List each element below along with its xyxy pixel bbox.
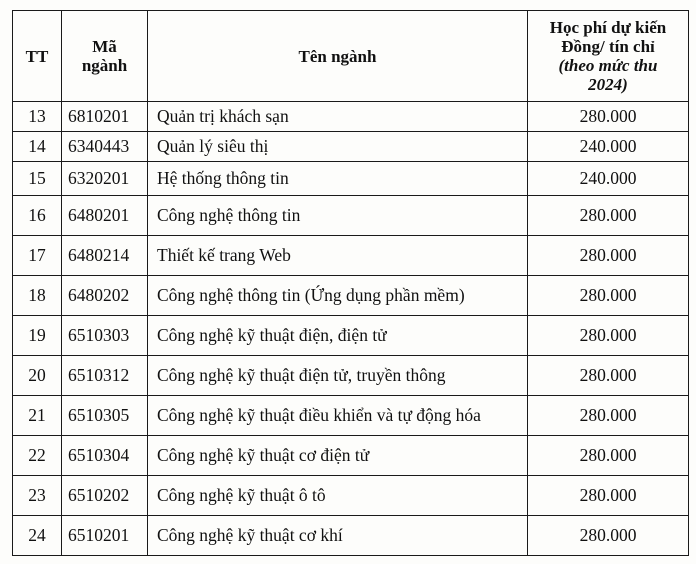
row-name: Công nghệ thông tin (Ứng dụng phần mềm): [148, 276, 528, 316]
row-code: 6480201: [62, 196, 148, 236]
row-name: Công nghệ kỹ thuật điều khiển và tự động hóa: [148, 396, 528, 436]
row-code: 6510303: [62, 316, 148, 356]
header-code-line2: ngành: [81, 56, 128, 75]
row-fee: 280.000: [528, 396, 689, 436]
table-row: [13, 276, 689, 316]
row-fee: 280.000: [528, 516, 689, 556]
row-code: 6510304: [62, 436, 148, 476]
row-tt: 20: [13, 356, 62, 396]
row-code: 6320201: [62, 162, 148, 196]
row-tt: 18: [13, 276, 62, 316]
table-row: [13, 162, 689, 196]
table-row: [13, 516, 689, 556]
table-row: [13, 132, 689, 162]
row-tt: 14: [13, 132, 62, 162]
header-fee-line3: (theo mức thu: [558, 56, 658, 75]
table-row: [13, 396, 689, 436]
row-fee: 280.000: [528, 356, 689, 396]
header-fee-line2: Đồng/ tín chỉ: [561, 37, 655, 56]
header-code: [62, 11, 148, 102]
table-row: [13, 316, 689, 356]
row-name: Công nghệ kỹ thuật cơ điện tử: [148, 436, 528, 476]
row-name: Công nghệ thông tin: [148, 196, 528, 236]
row-code: 6340443: [62, 132, 148, 162]
header-name: Tên ngành: [148, 11, 528, 102]
table-row: [13, 476, 689, 516]
header-fee-line4: 2024): [588, 75, 628, 94]
row-fee: 280.000: [528, 436, 689, 476]
table-row: [13, 102, 689, 132]
row-name: Công nghệ kỹ thuật cơ khí: [148, 516, 528, 556]
row-tt: 13: [13, 102, 62, 132]
row-code: 6510312: [62, 356, 148, 396]
row-name: Quản trị khách sạn: [148, 102, 528, 132]
header-code-line1: Mã: [92, 37, 117, 56]
row-code: 6510305: [62, 396, 148, 436]
row-fee: 280.000: [528, 236, 689, 276]
header-tt: TT: [13, 11, 62, 102]
row-name: Quản lý siêu thị: [148, 132, 528, 162]
row-tt: 21: [13, 396, 62, 436]
tuition-table: [12, 10, 689, 556]
row-tt: 22: [13, 436, 62, 476]
header-fee-line1: Học phí dự kiến: [549, 18, 667, 37]
row-name: Hệ thống thông tin: [148, 162, 528, 196]
table-row: [13, 436, 689, 476]
row-name: Công nghệ kỹ thuật điện tử, truyền thông: [148, 356, 528, 396]
row-tt: 15: [13, 162, 62, 196]
table-row: [13, 236, 689, 276]
header-fee: [528, 11, 689, 102]
row-tt: 17: [13, 236, 62, 276]
row-code: 6810201: [62, 102, 148, 132]
row-fee: 280.000: [528, 276, 689, 316]
row-tt: 19: [13, 316, 62, 356]
row-tt: 16: [13, 196, 62, 236]
row-fee: 280.000: [528, 102, 689, 132]
row-name: Công nghệ kỹ thuật điện, điện tử: [148, 316, 528, 356]
table-row: [13, 356, 689, 396]
table-row: [13, 196, 689, 236]
row-code: 6510201: [62, 516, 148, 556]
row-code: 6480202: [62, 276, 148, 316]
row-tt: 24: [13, 516, 62, 556]
header-row: [13, 11, 689, 102]
row-code: 6510202: [62, 476, 148, 516]
row-name: Thiết kế trang Web: [148, 236, 528, 276]
row-fee: 240.000: [528, 132, 689, 162]
row-tt: 23: [13, 476, 62, 516]
row-name: Công nghệ kỹ thuật ô tô: [148, 476, 528, 516]
row-fee: 280.000: [528, 316, 689, 356]
row-fee: 280.000: [528, 196, 689, 236]
row-code: 6480214: [62, 236, 148, 276]
row-fee: 240.000: [528, 162, 689, 196]
row-fee: 280.000: [528, 476, 689, 516]
